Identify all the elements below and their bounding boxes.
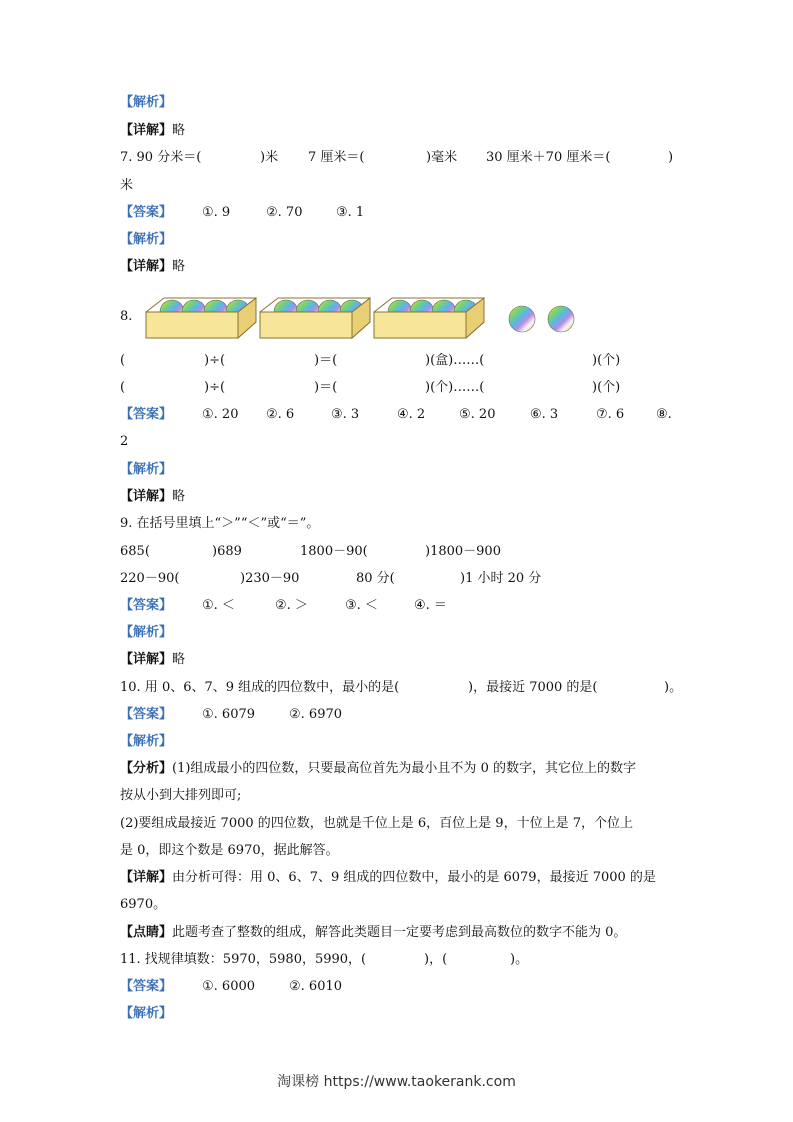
detail-line: 【详解】略 (120, 652, 186, 667)
detail-text: 【详解】由分析可得：用 0、6、7、9 组成的四位数中，最小的是 6079，最接近 7000 的是 (120, 870, 656, 885)
point-text: 【点睛】此题考查了整数的组成，解答此类题目一定要考虑到最高数位的数字不能为 0。 (120, 925, 627, 940)
analysis-label: 【解析】 (120, 734, 173, 749)
analysis-label: 【解析】 (120, 232, 173, 247)
question-7-wrap: 米 (120, 178, 134, 193)
analysis-label: 【解析】 (120, 95, 173, 110)
ball-box (374, 298, 484, 338)
ball-box (260, 298, 370, 338)
question-9-stem: 9. 在括号里填上“＞”“＜”或“＝”。 (120, 516, 320, 531)
analysis-text: 是 0，即这个数是 6970，据此解答。 (120, 843, 339, 858)
analysis-label: 【解析】 (120, 625, 173, 640)
detail-text: 6970。 (120, 897, 167, 912)
analysis-label: 【解析】 (120, 462, 173, 477)
analysis-text: (2)要组成最接近 7000 的四位数，也就是千位上是 6，百位上是 9，十位上是 7，个位上 (120, 816, 633, 831)
answer-8-wrap: 2 (120, 434, 129, 449)
analysis-text: 按从小到大排列即可; (120, 788, 242, 803)
detail-line: 【详解】略 (120, 123, 186, 138)
analysis-label: 【解析】 (120, 1006, 173, 1021)
document-page: 【解析】 【详解】略 7. 90 分米＝( )米 7 厘米＝( )毫米 30 厘米＋70 厘米＝( ) 米 【答案】 ①. 9 ②. 70 ③. 1 【解析】 【详解】略 8. ( )÷( )＝( )(盒)……( )(个) ( )÷( )＝( )(个)……( )(个) 【答案】 ①. 20 ②. 6 ③. 3 ④. 2 ⑤. 20 ⑥. 3 ⑦. 6 ⑧. 2 【解析】 【详解】略 9. 在括号里填上“＞”“＜”或“＝”。 685( )689 1800－90( )1800－900 220－90( )230－90 80 分( )1 小时 20 分 【答案】 ①. ＜ ②. ＞ ③. ＜ ④. ＝ 【解析】 【详解】略 10. 用 0、6、7、9 组成的四位数中，最小的是( )，最接近 7000 的是( )。 【答案】 ①. 6079 ②. 6970 【解析】 【分析】(1)组成最小的四位数，只要最高位首先为最小且不为 0 的数字，其它位上的数字 按从小到大排列即可; (2)要组成最接近 7000 的四位数，也就是千位上是 6，百位上是 9，十位上是 7，个位上 是 0，即这个数是 6970，据此解答。 【详解】由分析可得：用 0、6、7、9 组成的四位数中，最小的是 6079，最接近 7000 的是 6970。 【点睛】此题考查了整数的组成，解答此类题目一定要考虑到最高数位的数字不能为 0。 11. 找规律填数：5970，5980，5990，( )，( )。 【答案】 ①. 6000 ②. 6010 【解析】 淘课榜 https://www.taokerank.com (0, 0, 793, 1122)
ball-box (146, 298, 256, 338)
detail-line: 【详解】略 (120, 259, 186, 274)
analysis-text: 【分析】(1)组成最小的四位数，只要最高位首先为最小且不为 0 的数字，其它位上的数字 (120, 761, 636, 776)
loose-ball (509, 306, 535, 332)
detail-line: 【详解】略 (120, 489, 186, 504)
loose-ball (548, 306, 574, 332)
footer-watermark: 淘课榜 https://www.taokerank.com (277, 1074, 516, 1090)
ball-boxes-illustration (140, 290, 590, 346)
question-8-number: 8. (120, 309, 133, 324)
